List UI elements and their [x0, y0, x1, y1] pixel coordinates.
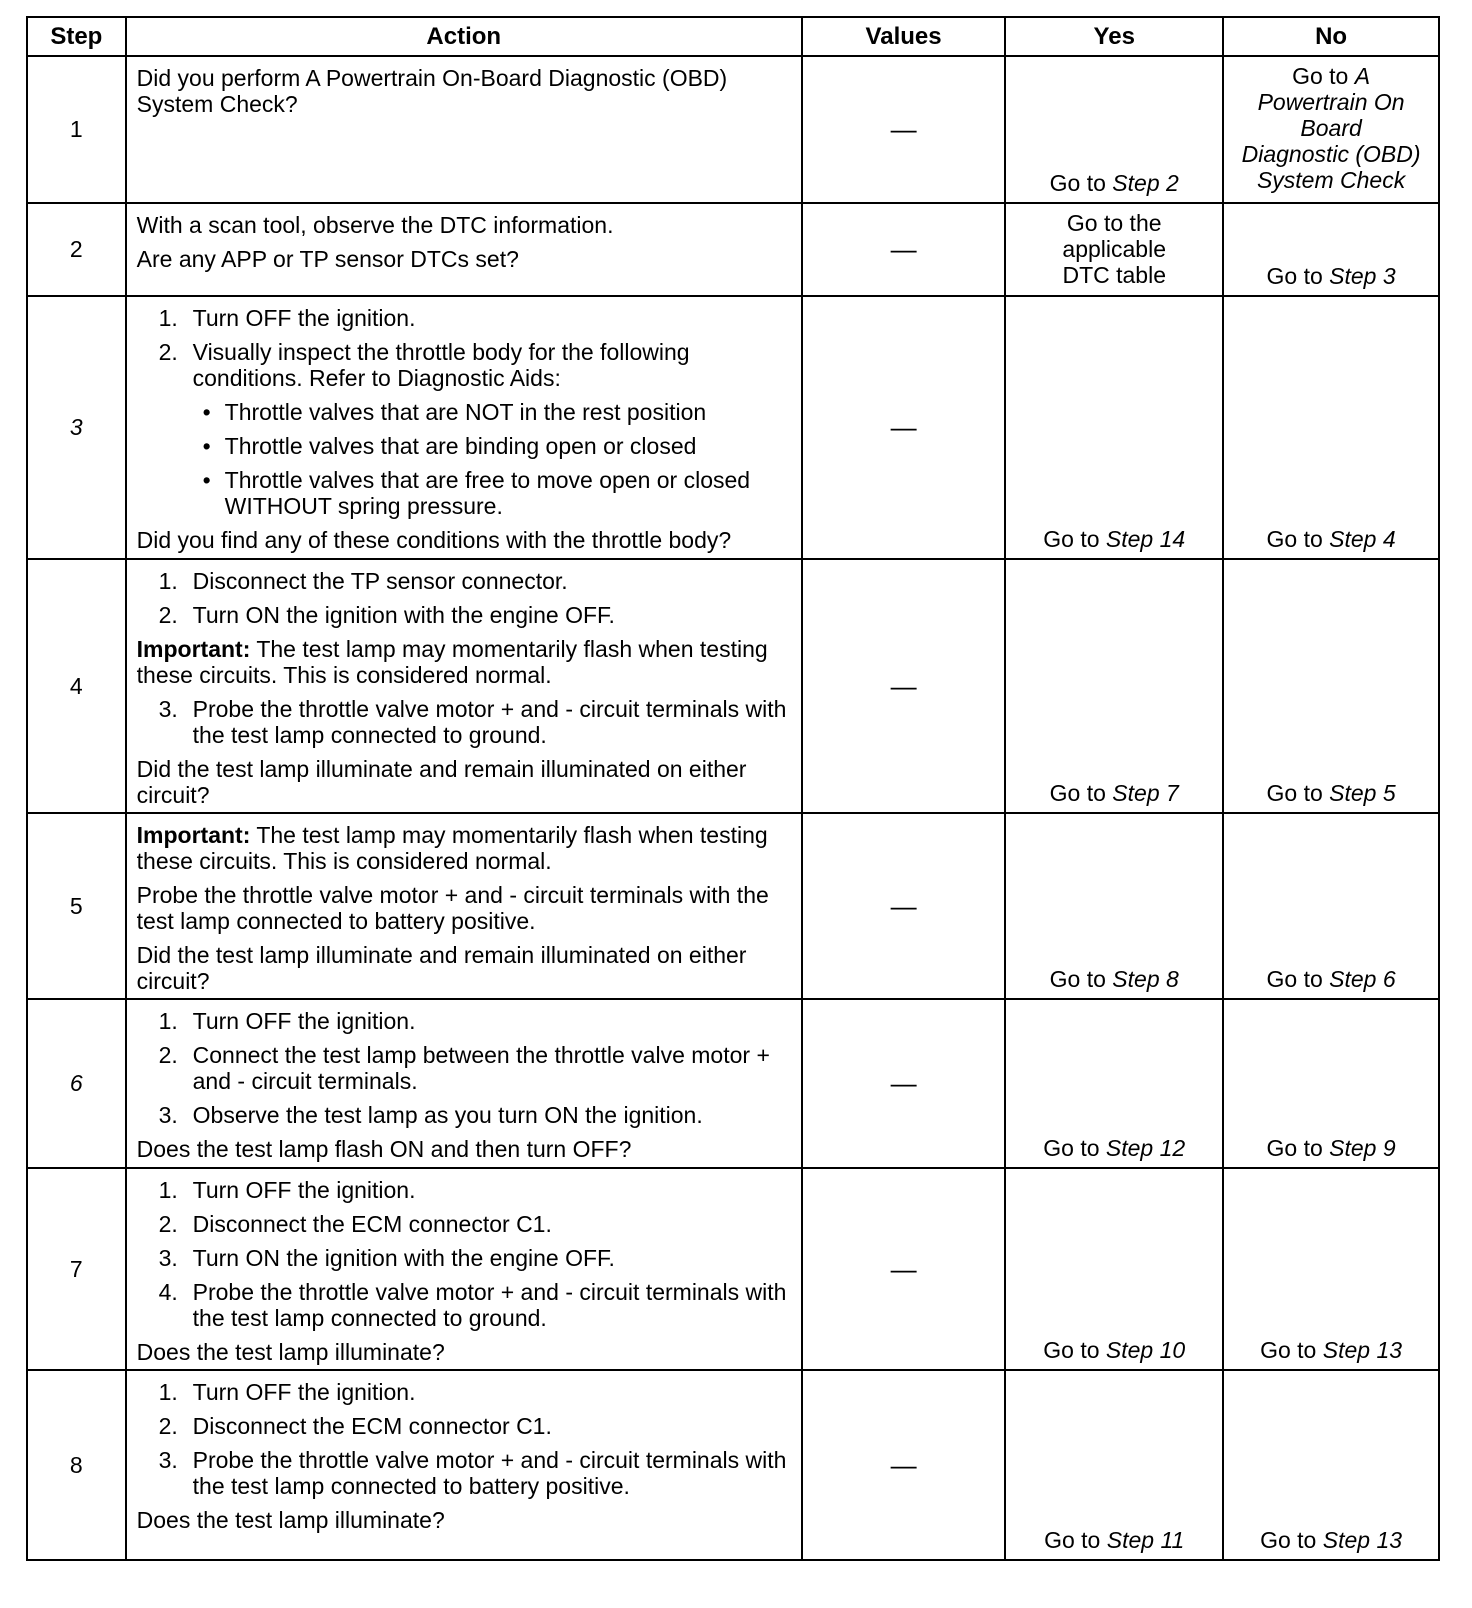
numbered-item: 1. Turn OFF the ignition.: [158, 305, 416, 331]
action-question: Does the test lamp flash ON and then turn OFF?: [136, 1136, 632, 1162]
values-cell: —: [802, 1370, 1005, 1560]
numbered-item: 3. Probe the throttle valve motor + and - circuit terminals with the test lamp connected to ground.: [158, 696, 787, 748]
go-to-label: Go to: [1266, 1135, 1323, 1161]
action-cell: [126, 559, 802, 813]
step-number: 7: [27, 1168, 126, 1370]
table-row-step-8: [27, 1370, 1439, 1560]
step-link[interactable]: Step 13: [1322, 1527, 1403, 1553]
step-link[interactable]: Step 5: [1329, 780, 1396, 806]
yes-cell: [1005, 1168, 1223, 1370]
yes-cell: [1005, 203, 1223, 296]
header-values: Values: [802, 17, 1005, 56]
step-number: 3: [27, 296, 126, 559]
step-link[interactable]: Step 13: [1322, 1337, 1403, 1363]
action-cell: [126, 203, 802, 296]
action-text: Did you perform A Powertrain On-Board Diagnostic (OBD) System Check?: [136, 65, 728, 117]
bullet-icon: •: [202, 399, 211, 425]
go-to-label: Go to: [1260, 1337, 1317, 1363]
procedure-link[interactable]: Powertrain On: [1257, 89, 1405, 115]
table-row-step-6: [27, 999, 1439, 1168]
numbered-item: 2. Visually inspect the throttle body for the following conditions. Refer to Diagnostic Aids:: [158, 339, 690, 391]
header-row: [27, 17, 1439, 56]
yes-cell: [1005, 1370, 1223, 1560]
action-text: Probe the throttle valve motor + and - circuit terminals with the test lamp connected to battery positive.: [136, 882, 769, 934]
values-cell: —: [802, 56, 1005, 203]
values-cell: —: [802, 559, 1005, 813]
yes-line-3: DTC table: [1062, 262, 1166, 288]
step-link[interactable]: Step 4: [1329, 526, 1396, 552]
step-link[interactable]: Step 10: [1105, 1337, 1186, 1363]
step-link[interactable]: Step 12: [1105, 1135, 1186, 1161]
action-cell: [126, 1168, 802, 1370]
yes-line-1: Go to the: [1066, 210, 1162, 236]
step-link[interactable]: Step 8: [1112, 966, 1179, 992]
values-cell: —: [802, 813, 1005, 999]
numbered-item: 1. Disconnect the TP sensor connector.: [158, 568, 568, 594]
go-to-label: Go to: [1043, 526, 1100, 552]
numbered-item: 1. Turn OFF the ignition.: [158, 1008, 416, 1034]
table-row-step-4: [27, 559, 1439, 813]
numbered-item: 3. Probe the throttle valve motor + and - circuit terminals with the test lamp connected to battery positive.: [158, 1447, 787, 1499]
procedure-link[interactable]: System Check: [1256, 167, 1406, 193]
go-to-label: Go to: [1043, 1337, 1100, 1363]
go-to-label: Go to: [1292, 63, 1349, 89]
values-cell: —: [802, 999, 1005, 1168]
go-to-label: Go to: [1049, 170, 1106, 196]
numbered-item: 3. Observe the test lamp as you turn ON the ignition.: [158, 1102, 703, 1128]
numbered-item: 4. Probe the throttle valve motor + and - circuit terminals with the test lamp connected to ground.: [158, 1279, 787, 1331]
no-cell: [1223, 559, 1439, 813]
action-cell: [126, 999, 802, 1168]
step-link[interactable]: Step 3: [1329, 263, 1396, 289]
values-cell: —: [802, 203, 1005, 296]
action-cell: [126, 813, 802, 999]
no-cell: [1223, 813, 1439, 999]
go-to-label: Go to: [1049, 780, 1106, 806]
bullet-icon: •: [202, 433, 211, 459]
action-question: Are any APP or TP sensor DTCs set?: [136, 246, 519, 272]
no-cell: [1223, 999, 1439, 1168]
step-link[interactable]: Step 6: [1329, 966, 1396, 992]
step-number: 1: [27, 56, 126, 203]
no-cell: [1223, 296, 1439, 559]
numbered-item: 2. Turn ON the ignition with the engine OFF.: [158, 602, 615, 628]
action-question: Did the test lamp illuminate and remain illuminated on either circuit?: [136, 942, 747, 994]
no-cell: [1223, 203, 1439, 296]
go-to-label: Go to: [1044, 1527, 1101, 1553]
header-yes: Yes: [1005, 17, 1223, 56]
yes-cell: [1005, 559, 1223, 813]
step-number: 8: [27, 1370, 126, 1560]
go-to-label: Go to: [1266, 780, 1323, 806]
action-question: Did you find any of these conditions with the throttle body?: [136, 527, 732, 553]
table-row-step-7: [27, 1168, 1439, 1370]
values-cell: —: [802, 1168, 1005, 1370]
step-link[interactable]: Step 11: [1106, 1527, 1185, 1553]
no-cell: [1223, 1168, 1439, 1370]
action-cell: [126, 296, 802, 559]
no-cell: [1223, 1370, 1439, 1560]
step-link[interactable]: Step 2: [1112, 170, 1179, 196]
action-question: Did the test lamp illuminate and remain illuminated on either circuit?: [136, 756, 747, 808]
go-to-label: Go to: [1043, 1135, 1100, 1161]
action-text: With a scan tool, observe the DTC information.: [136, 212, 614, 238]
important-note: Important: The test lamp may momentarily flash when testing these circuits. This is considered normal.: [136, 636, 768, 688]
bullet-item: • Throttle valves that are NOT in the rest position: [202, 399, 707, 425]
numbered-item: 2. Disconnect the ECM connector C1.: [158, 1211, 552, 1237]
action-question: Does the test lamp illuminate?: [136, 1507, 445, 1533]
numbered-item: 1. Turn OFF the ignition.: [158, 1177, 416, 1203]
header-step: Step: [27, 17, 126, 56]
procedure-link[interactable]: Board: [1300, 115, 1362, 141]
header-action: Action: [126, 17, 802, 56]
go-to-label: Go to: [1260, 1527, 1317, 1553]
step-link[interactable]: Step 9: [1329, 1135, 1396, 1161]
yes-line-2: applicable: [1062, 236, 1167, 262]
go-to-label: Go to: [1266, 263, 1323, 289]
action-cell: [126, 1370, 802, 1560]
yes-cell: [1005, 999, 1223, 1168]
numbered-item: 2. Disconnect the ECM connector C1.: [158, 1413, 552, 1439]
go-to-label: Go to: [1049, 966, 1106, 992]
table-row-step-3: [27, 296, 1439, 559]
procedure-link[interactable]: A: [1354, 63, 1371, 89]
no-line-1: [1228, 63, 1434, 89]
bullet-item: • Throttle valves that are free to move open or closed WITHOUT spring pressure.: [202, 467, 751, 519]
header-no: No: [1223, 17, 1439, 56]
yes-cell: [1005, 296, 1223, 559]
step-link[interactable]: Step 7: [1112, 780, 1179, 806]
step-number: 6: [27, 999, 126, 1168]
go-to-label: Go to: [1266, 966, 1323, 992]
yes-cell: [1005, 56, 1223, 203]
numbered-item: 3. Turn ON the ignition with the engine OFF.: [158, 1245, 615, 1271]
step-number: 2: [27, 203, 126, 296]
no-cell: [1223, 56, 1439, 203]
table-row-step-5: [27, 813, 1439, 999]
table-row-step-2: [27, 203, 1439, 296]
procedure-link[interactable]: Diagnostic (OBD): [1241, 141, 1421, 167]
important-note: Important: The test lamp may momentarily flash when testing these circuits. This is considered normal.: [136, 822, 768, 874]
table-row-step-1: [27, 56, 1439, 203]
action-cell: [126, 56, 802, 203]
yes-cell: [1005, 813, 1223, 999]
step-number: 4: [27, 559, 126, 813]
go-to-label: Go to: [1266, 526, 1323, 552]
bullet-item: • Throttle valves that are binding open or closed: [202, 433, 697, 459]
numbered-item: 1. Turn OFF the ignition.: [158, 1379, 416, 1405]
numbered-item: 2. Connect the test lamp between the throttle valve motor + and - circuit terminals.: [158, 1042, 770, 1094]
step-number: 5: [27, 813, 126, 999]
diagnostic-table: [26, 16, 1440, 1561]
action-question: Does the test lamp illuminate?: [136, 1339, 445, 1365]
step-link[interactable]: Step 14: [1105, 526, 1186, 552]
values-cell: —: [802, 296, 1005, 559]
bullet-icon: •: [202, 467, 211, 493]
